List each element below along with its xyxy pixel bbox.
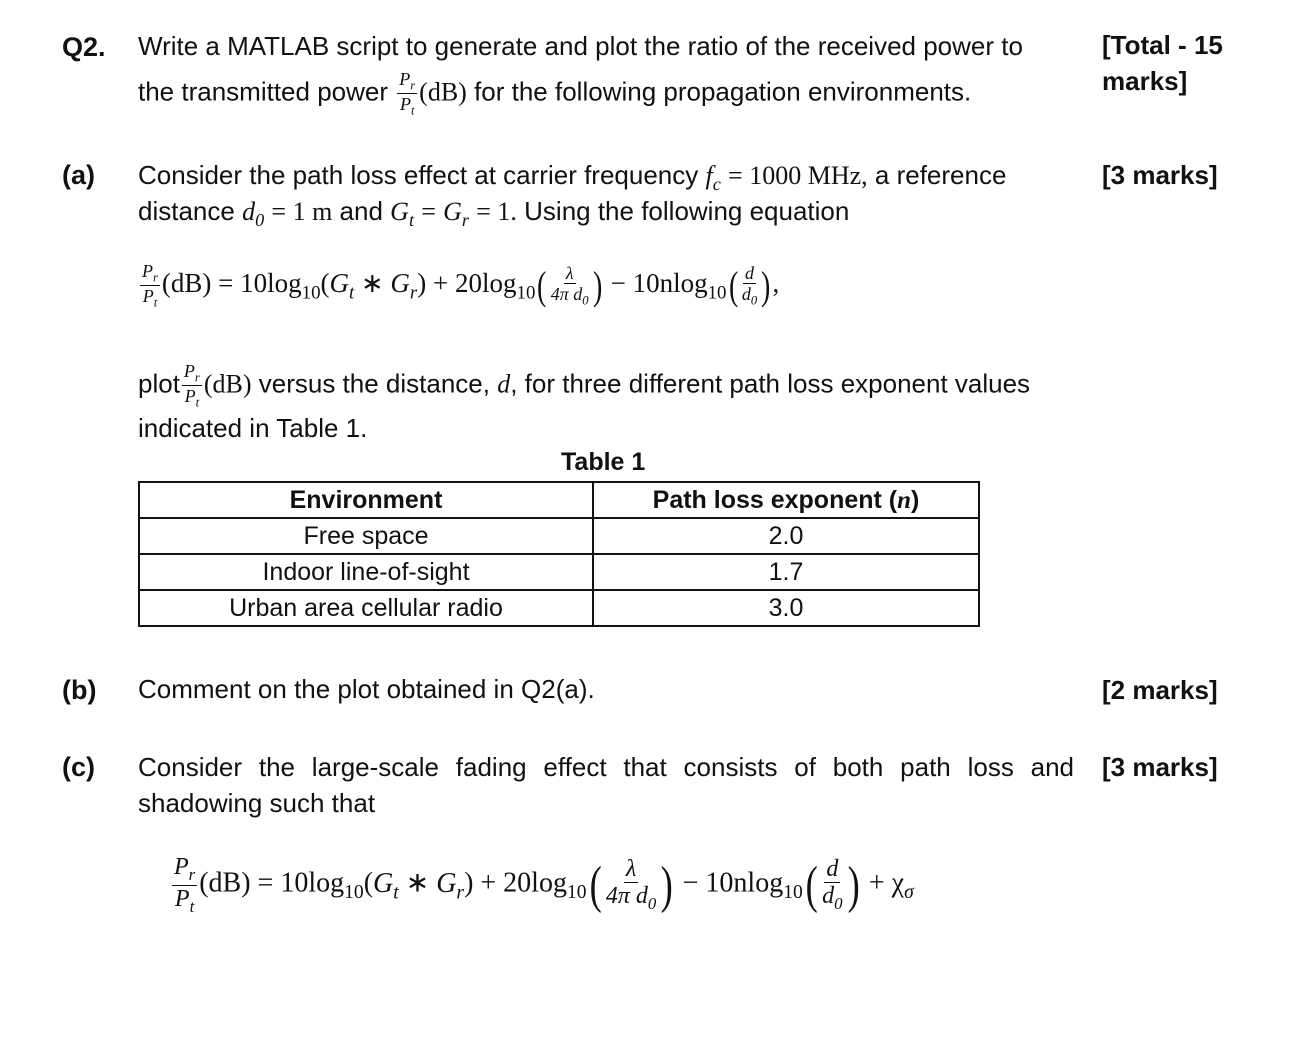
part-a-label: (a): [62, 160, 95, 190]
table-header-exponent: Path loss exponent (n): [593, 482, 979, 518]
table-cell: 3.0: [593, 590, 979, 626]
question-label: Q2.: [62, 32, 106, 62]
table-row: [139, 554, 979, 590]
part-a-line-1-pre: Consider the path loss effect at carrier frequency: [138, 160, 699, 190]
part-a-line-after: indicated in Table 1.: [138, 413, 368, 443]
table-row: [139, 518, 979, 554]
part-c-line-2: shadowing such that: [138, 788, 376, 818]
table-header-row: [139, 482, 979, 518]
total-marks-line-1: [Total - 15: [1102, 30, 1223, 60]
question-line-1: Write a MATLAB script to generate and plot the ratio of the received power to: [138, 31, 1023, 61]
part-c-marks: [3 marks]: [1102, 752, 1218, 782]
table-caption: Table 1: [561, 448, 646, 476]
table-row: [139, 590, 979, 626]
path-loss-table: [138, 481, 980, 627]
part-a-gain: = 1.: [476, 197, 517, 226]
table-cell: 1.7: [593, 554, 979, 590]
plot-post-2: , for three different path loss exponent values: [510, 368, 1031, 399]
pr-over-pt-fraction: $\frac{P_r}{P_t}$: [399, 69, 416, 118]
part-a-and: and: [339, 196, 383, 226]
equation-a: $\frac{P_r}{P_t}$ $(dB) = 10\log_{10}(G_t$ ∗ $G_r) + 20\log_{10}$( $\frac{\lambda}{4\pi d_0}$ ) − 10nlog$_{10}$( $\frac{d}{d_0}$ ),: [142, 261, 780, 310]
part-a-marks: [3 marks]: [1102, 160, 1218, 190]
part-c-line-1: Consider the large-scale fading effect that consists of both path loss and: [138, 752, 1074, 782]
part-c-label: (c): [62, 752, 95, 782]
part-a-line-2: distance $d_0 = 1$ m and $G_t = G_r = 1$. Using the following equation: [138, 196, 850, 231]
db-unit: (dB): [419, 77, 467, 107]
question-line-2: [138, 70, 971, 117]
total-marks-line-2: marks]: [1102, 66, 1188, 96]
table-header-environment: Environment: [139, 482, 593, 518]
part-b-marks: [2 marks]: [1102, 675, 1218, 705]
equation-c: $\frac{P_r}{P_t}$ $(dB) = 10\log_{10}(G_t$ ∗ $G_r) + 20\log_{10}$( $\frac{\lambda}{4\pi d_0}$ ) − 10nlog$_{10}$( $\frac{d}{d_0}$ ) + $\chi_\sigma$: [174, 854, 914, 916]
question-line-2-post: for the following propagation environments.: [474, 76, 972, 107]
table-cell: 2.0: [593, 518, 979, 554]
table-cell: Urban area cellular radio: [139, 590, 593, 626]
part-a-line-2-post: Using the following equation: [524, 196, 850, 226]
plot-pre: plot: [138, 368, 180, 399]
part-b-label: (b): [62, 675, 97, 705]
part-a-distance: = 1 m: [271, 197, 333, 226]
part-a-line-2-pre: distance: [138, 196, 235, 226]
part-a-frequency: = 1000 MHz,: [728, 161, 868, 190]
question-line-2-pre: the transmitted power: [138, 76, 389, 107]
part-b-text: Comment on the plot obtained in Q2(a).: [138, 674, 595, 704]
table-cell: Free space: [139, 518, 593, 554]
table-cell: Indoor line-of-sight: [139, 554, 593, 590]
part-a-line-1-post: a reference: [874, 160, 1007, 190]
part-a-plot-line: plot $\frac{P_r}{P_t}$ (dB) versus the distance, d, for three different path loss exponent values: [138, 361, 1031, 410]
plot-post: versus the distance,: [258, 368, 490, 399]
part-a-line-1: Consider the path loss effect at carrier frequency $f_c = 1000$ MHz, a reference: [138, 160, 1007, 195]
